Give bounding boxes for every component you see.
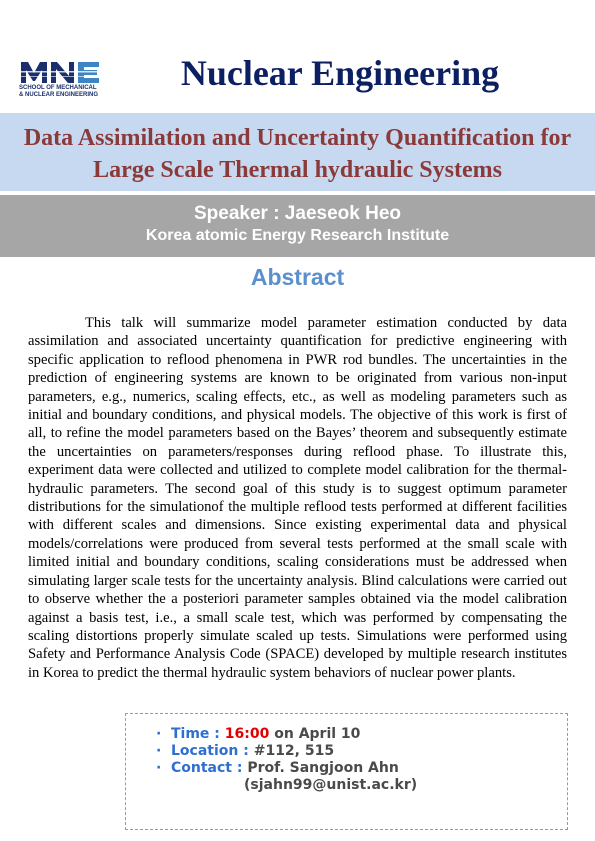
location-value: #112, 515	[253, 743, 335, 759]
date-value: on April 10	[269, 726, 361, 742]
location-item	[156, 743, 417, 760]
time-value: 16:00	[224, 726, 270, 742]
department-title: Nuclear Engineering	[180, 53, 500, 93]
bullet-icon: ·	[156, 760, 162, 776]
event-info-box	[125, 713, 568, 830]
logo-caption-line2: & NUCLEAR ENGINEERING	[19, 92, 99, 98]
school-logo	[19, 59, 119, 101]
talk-title-band	[0, 113, 595, 191]
contact-email-item	[156, 777, 417, 794]
talk-title-line1: Data Assimilation and Uncertainty Quantification for	[23, 125, 572, 151]
talk-title-line2: Large Scale Thermal hydraulic Systems	[93, 157, 502, 183]
speaker-name: Speaker : Jaeseok Heo	[193, 203, 401, 224]
contact-email[interactable]: (sjahn99@unist.ac.kr)	[244, 777, 418, 793]
abstract-heading: Abstract	[250, 264, 345, 290]
talk-title	[0, 113, 595, 186]
contact-item	[156, 760, 417, 777]
speaker-affiliation: Korea atomic Energy Research Institute	[145, 227, 450, 244]
bullet-icon: ·	[156, 743, 162, 759]
time-label: Time :	[171, 726, 225, 742]
event-info-list	[156, 726, 417, 794]
bullet-icon: ·	[156, 726, 162, 742]
contact-name: Prof. Sangjoon Ahn	[247, 760, 399, 776]
abstract-body: This talk will summarize model parameter estimation conducted by data assimilation and associated uncertainty quantification for predictive engineering with specific application to reflood phenomena in PWR rod bundles. The uncertainties in the prediction of engineering systems are known to be originated from various non-input parameters, e.g., numerics, scaling effects, etc., as well as modeling parameters such as initial and boundary conditions, and physical models. The objective of this work is first of all, to refine the model parameters based on the Bayes’ theorem and subsequently estimate the uncertainties on parameters/responses during reflood phase. To illustrate this, experiment data were collected and utilized to complete model calibration for the thermal-hydraulic parameters. The second goal of this study is to suggest optimum parameter distributions for the simulationof the multiple reflood tests performed at different facilities with different scales and dimensions. Since existing experimental data and physical models/correlations were produced from several tests performed at the small scale with limited initial and boundary conditions, scaling considerations must be addressed when simulating larger scale tests for the uncertainty analysis. Blind calculations were carried out to observe whether the a posteriori parameter samples obtained via the model calibration against a basis test, i.e., a small scale test, which was performed by compensating the scaling distortions properly simulate scaled up tests. Simulations were performed using Safety and Performance Analysis Code (SPACE) developed by multiple research institutes in Korea to predict the thermal hydraulic system behaviors of nuclear power plants.	[28, 315, 567, 681]
logo-caption	[19, 85, 119, 99]
logo-caption-line1: SCHOOL OF MECHANICAL	[19, 85, 97, 91]
time-item	[156, 726, 417, 743]
contact-label: Contact :	[171, 760, 248, 776]
speaker-band	[0, 195, 595, 257]
location-label: Location :	[171, 743, 254, 759]
mne-logo-icon	[19, 59, 119, 85]
